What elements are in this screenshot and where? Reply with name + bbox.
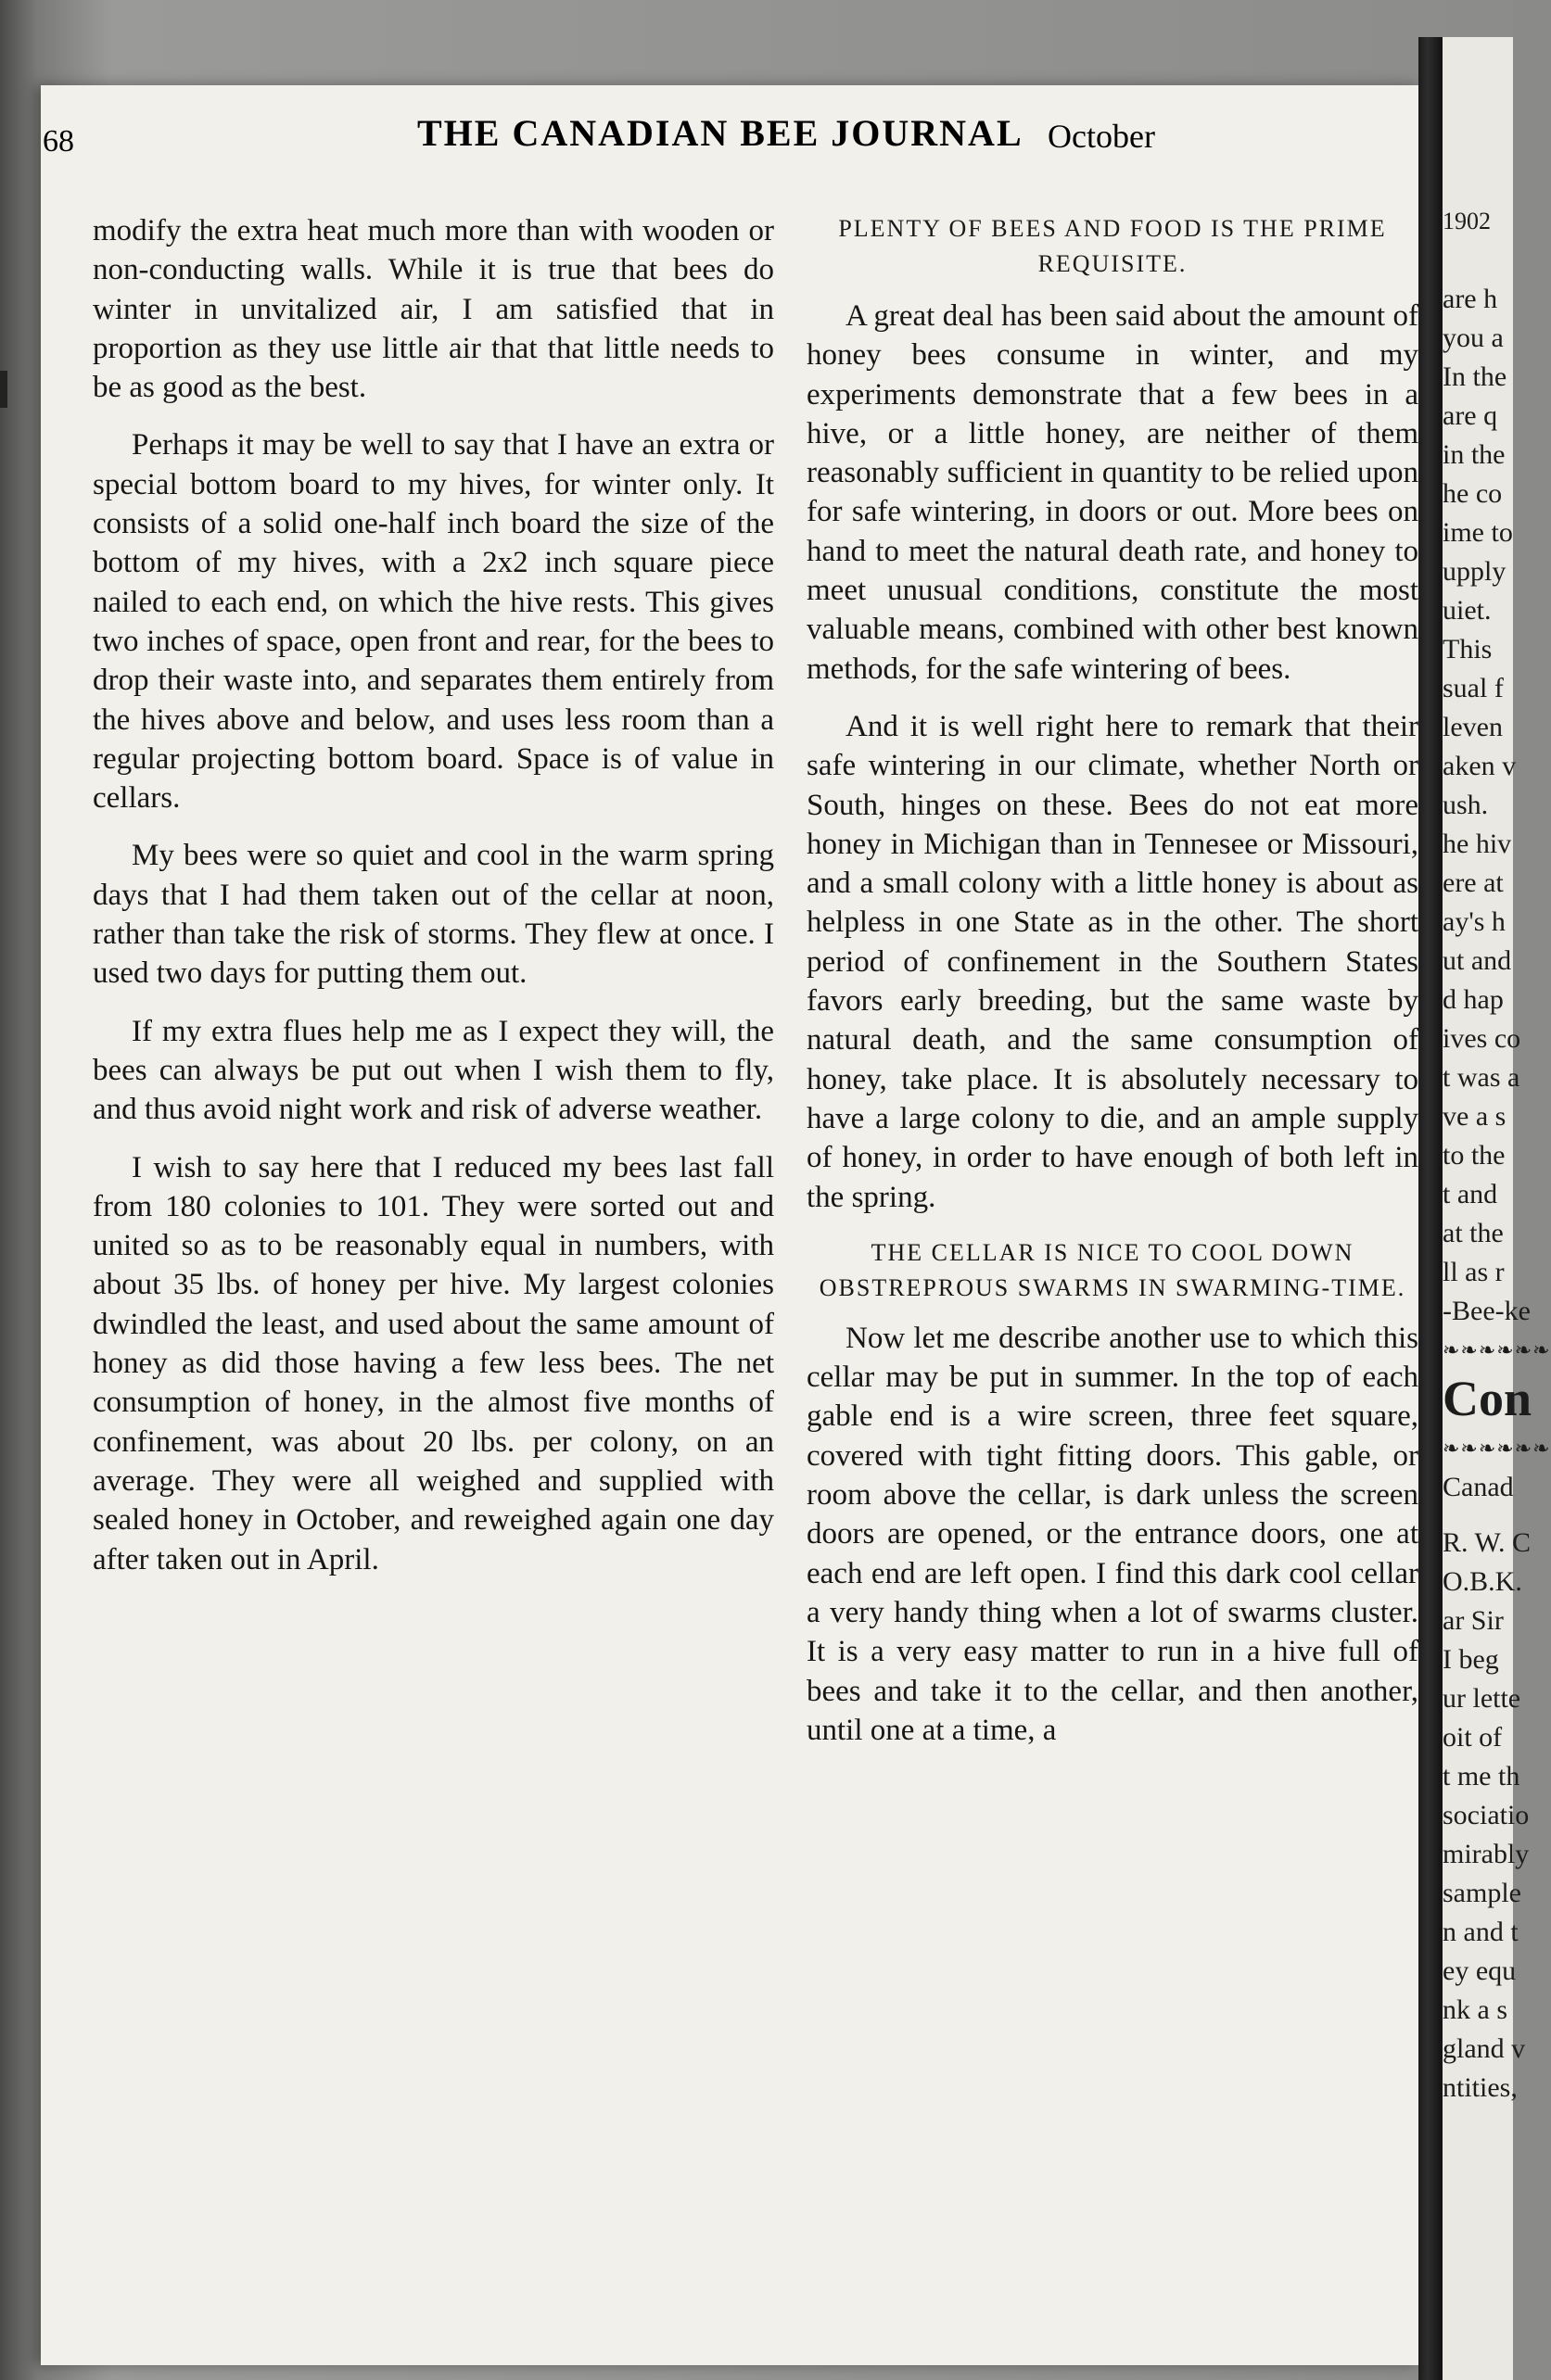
- adjacent-line: nk a s: [1443, 1994, 1507, 2025]
- adjacent-line: he hiv: [1443, 829, 1512, 859]
- ornament-rule: ❧❧❧❧❧❧: [1443, 1437, 1551, 1460]
- adjacent-line: mirably: [1443, 1839, 1530, 1869]
- adjacent-line: ntities,: [1443, 2072, 1518, 2103]
- adjacent-line: I beg: [1443, 1644, 1499, 1675]
- adjacent-line: ay's h: [1443, 906, 1506, 937]
- paragraph: My bees were so quiet and cool in the warm spring days that I had them taken out of the cellar at noon, rather than take the risk of storms. They flew at once. I used two days for putting them out.: [93, 839, 774, 991]
- adjacent-line: ar Sir: [1443, 1605, 1504, 1636]
- adjacent-line: R. W. C: [1443, 1527, 1532, 1558]
- adjacent-line: sample: [1443, 1878, 1521, 1908]
- adjacent-lines-top: [1443, 280, 1551, 1331]
- paragraph: I wish to say here that I reduced my bees last fall from 180 colonies to 101. They were sorted out and united so as to be reasonably equal in numbers, with about 35 lbs. of honey per hive. My largest colonies dwindled the least, and used about the same amount of honey as did those having a few less bees. The net consumption of honey, in the almost five months of confinement, was about 20 lbs. per colony, on an average. They were all weighed and supplied with sealed honey in October, and reweighed again one day after taken out in April.: [93, 1150, 774, 1576]
- adjacent-line: at the: [1443, 1218, 1504, 1248]
- paragraph: If my extra flues help me as I expect they will, the bees can always be put out when I wish them to fly, and thus avoid night work and risk of adverse weather.: [93, 1014, 774, 1127]
- page-number: 68: [43, 124, 74, 158]
- adjacent-line: upply: [1443, 556, 1507, 587]
- adjacent-line: are q: [1443, 400, 1498, 431]
- adjacent-line: in the: [1443, 439, 1506, 470]
- issue-month: October: [1048, 118, 1155, 155]
- section-heading: THE CELLAR IS NICE TO COOL DOWN OBSTREPROUS SWARMS IN SWARMING-TIME.: [819, 1238, 1406, 1301]
- adjacent-line: uiet.: [1443, 595, 1492, 626]
- paragraph: And it is well right here to remark that their safe wintering in our climate, whether North or South, hinges on these. Bees do not eat more honey in Michigan than in Tennesee or Missouri, and a small colony with a little honey is about as helpless in one State as in the other. The short period of confinement in the Southern States favors early breeding, but the same waste by natural death, and the same consumption of honey, take place. It is absolutely necessary to have a large colony to die, and an ample supply of honey, in order to have enough of both left in the spring.: [807, 709, 1418, 1214]
- adjacent-line: ll as r: [1443, 1257, 1505, 1287]
- paragraph: Now let me describe another use to which this cellar may be put in summer. In the top of each gable end is a wire screen, three feet square, covered with tight fitting doors. This gable, or room above the cellar, is dark unless the screen doors are opened, or the entrance doors, one at each end are left open. I find this dark cool cellar a very handy thing when a lot of swarms cluster. It is a very easy matter to run in a hive full of bees and take it to the cellar, and then another, until one at a time, a: [807, 1321, 1418, 1747]
- adjacent-line: t and: [1443, 1179, 1498, 1209]
- adjacent-line: ush.: [1443, 790, 1489, 820]
- adjacent-line: oit of: [1443, 1722, 1503, 1753]
- adjacent-line: -Bee-ke: [1443, 1296, 1531, 1326]
- adjacent-line: ime to: [1443, 517, 1513, 548]
- adjacent-line: to the: [1443, 1140, 1506, 1171]
- adjacent-line: aken v: [1443, 751, 1517, 781]
- adjacent-lines-bottom: [1443, 1524, 1551, 2108]
- adjacent-line: t was a: [1443, 1062, 1520, 1093]
- adjacent-banner: Con: [1443, 1371, 1532, 1426]
- adjacent-page-fragment: [1443, 37, 1551, 2380]
- scan-artifact: [0, 371, 7, 408]
- adjacent-line: ur lette: [1443, 1683, 1521, 1714]
- adjacent-line: gland v: [1443, 2033, 1526, 2064]
- adjacent-line: d hap: [1443, 984, 1504, 1015]
- adjacent-year: 1902: [1443, 208, 1491, 234]
- adjacent-line: sociatio: [1443, 1800, 1530, 1830]
- paragraph: A great deal has been said about the amount of honey bees consume in winter, and my experiments demonstrate that a few bees in a hive, or a little honey, are neither of them reasonably sufficient in quantity to be relied upon for safe wintering, in doors or out. More bees on hand to meet the natural death rate, and honey to meet unusual conditions, constitute the most valuable means, combined with other best known methods, for the safe wintering of bees.: [807, 299, 1418, 686]
- section-heading: PLENTY OF BEES AND FOOD IS THE PRIME REQUISITE.: [838, 215, 1387, 277]
- adjacent-line: ives co: [1443, 1023, 1521, 1054]
- adjacent-line: t me th: [1443, 1761, 1520, 1791]
- adjacent-line: In the: [1443, 361, 1507, 392]
- adjacent-text: [1443, 280, 1551, 2108]
- adjacent-line: n and t: [1443, 1917, 1519, 1947]
- left-column: [93, 211, 774, 1598]
- book-gutter: [1418, 37, 1443, 2380]
- adjacent-line: O.B.K.: [1443, 1566, 1522, 1597]
- adjacent-line: This: [1443, 634, 1493, 665]
- adjacent-line: ere at: [1443, 867, 1504, 898]
- adjacent-line: sual f: [1443, 673, 1504, 703]
- paragraph: Perhaps it may be well to say that I have an extra or special bottom board to my hives, for winter only. It consists of a solid one-half inch board the size of the bottom of my hives, with a 2x2 inch square piece nailed to each end, on which the hive rests. This gives two inches of space, open front and rear, for the bees to drop their waste into, and separates them entirely from the hives above and below, and uses less room than a regular projecting bottom board. Space is of value in cellars.: [93, 428, 774, 816]
- paragraph: modify the extra heat much more than with wooden or non-conducting walls. While it is true that bees do winter in unvitalized air, I am satisfied that in proportion as they use little air that that little needs to be as good as the best.: [93, 214, 774, 405]
- adjacent-subbanner: Canad: [1443, 1472, 1514, 1502]
- ornament-rule: ❧❧❧❧❧❧: [1443, 1338, 1551, 1361]
- adjacent-line: leven: [1443, 712, 1503, 742]
- adjacent-line: ve a s: [1443, 1101, 1507, 1132]
- adjacent-line: ut and: [1443, 945, 1512, 976]
- adjacent-line: he co: [1443, 478, 1503, 509]
- adjacent-line: are h: [1443, 284, 1498, 314]
- adjacent-line: you a: [1443, 323, 1504, 353]
- journal-title: THE CANADIAN BEE JOURNAL: [417, 112, 1023, 154]
- adjacent-line: ey equ: [1443, 1956, 1517, 1986]
- right-column: [807, 297, 1418, 1768]
